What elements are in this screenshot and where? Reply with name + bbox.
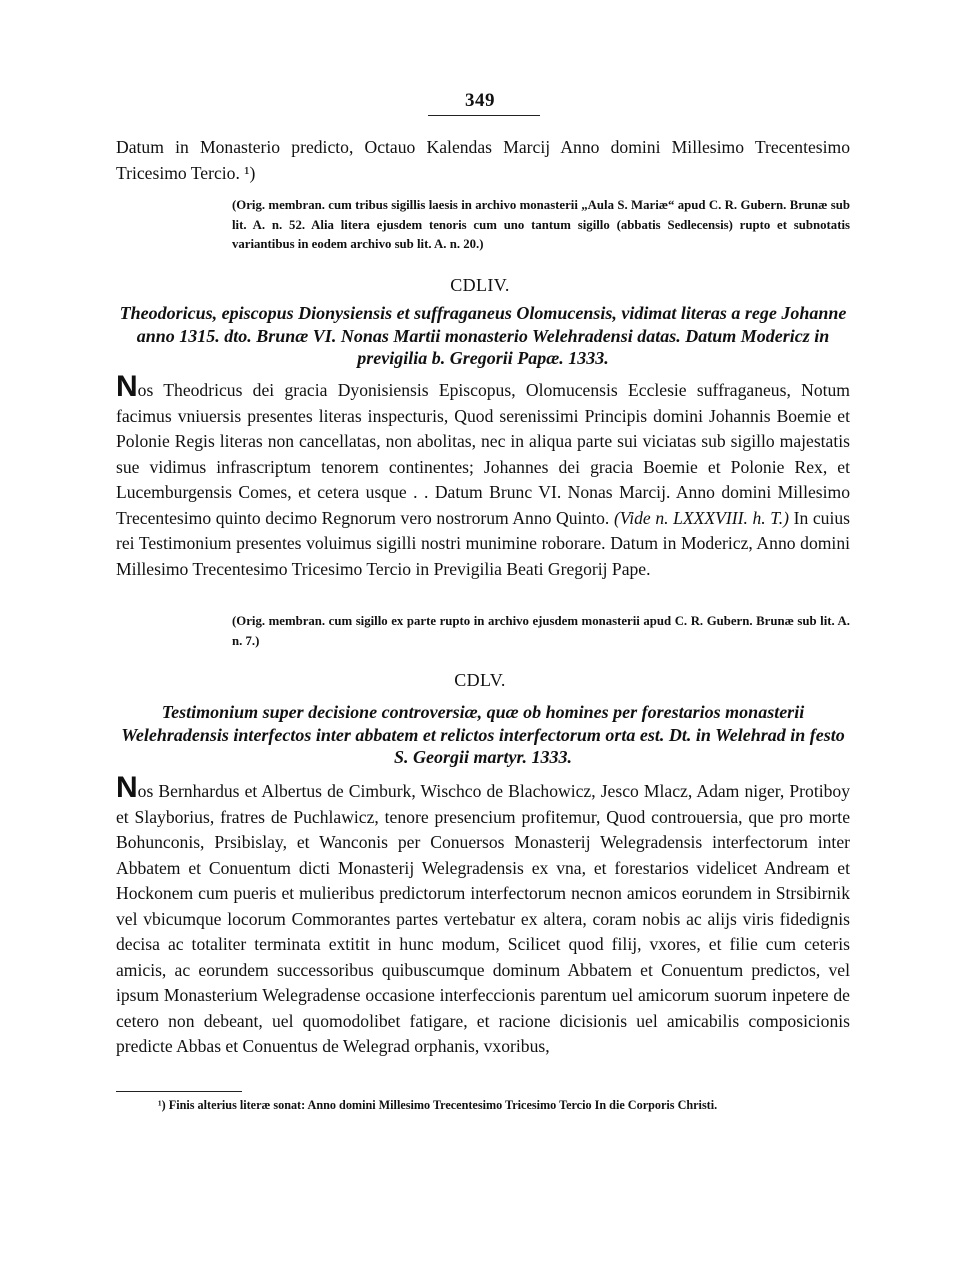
document-number-cdlv: CDLV. (454, 670, 506, 690)
cross-reference: (Vide n. LXXXVIII. h. T.) (613, 507, 789, 528)
top-paragraph (116, 135, 850, 186)
page-number-rule (428, 115, 540, 116)
document-number-cdliv: CDLIV. (450, 275, 510, 295)
document-rubric-cdliv: Theodoricus, episcopus Dionysiensis et suffraganeus Olomucensis, vidimat literas a rege Johanne anno 1315. dto. Brunæ VI. Nonas Martii monasterio Welehradensi datas. Datum Modericz in previgilia b. Gregorii Papæ. 1333. (119, 303, 847, 368)
footnote: ¹) Finis alterius literæ sonat: Anno domini Millesimo Trecentesimo Tricesimo Tercio In die Corporis Christi. (158, 1098, 718, 1112)
footnote-rule (116, 1091, 242, 1092)
body-text: os Bernhardus et Albertus de Cimburk, Wischco de Blachowicz, Jesco Mlacz, Adam niger, Protiboy et Slayborius, fratres de Puchlawicz, tenore presencium profitemur, Quod controuersia, que pro morte Bohunconis, Prsibislay, et Wanconis per Conuersos Monasterij Welegradensis interfectorum inter Abbatem et Conuentum dicti Monasterij Welegradensis ex vna, et forestarios videlicet Andream et Hockonem cum pueris et mulieribus predictorum interfectorum necnon amicos eorundem in Strsibirnik vel vbicumque locorum Commorantes partes vertebatur ex altera, coram nobis ac alijs viris fidedignis decisa ac totaliter terminata extitit in hunc modum, Scilicet quod filij, vxores, et filie cum ceteris amicis, ac eorundem successoribus quibuscumque dominum Abbatem et Conuentum predictos, vel ipsum Monasterium Welegradense occasione interfeccionis parentum uel amicorum suorum inpetere de cetero non debeant, uel quomodolibet fatigare, et racione dicisionis uel amicabilis composicionis predicte Abbas et Conuentus de Welegrad orphanis, vxoribus, (116, 781, 850, 1056)
body-text-part-2: In cuius rei Testimonium presentes voluimus sigilli nostri munimine roborare. Datum in Modericz, Anno domini Millesimo Trecentesimo Tricesimo Tercio in Previgilia Beati Gregorij Pape. (116, 507, 851, 579)
initial-letter: N (116, 771, 138, 804)
archive-note-2: (Orig. membran. cum sigillo ex parte rupto in archivo ejusdem monasterii apud C. R. Gubern. Brunæ sub lit. A. n. 7.) (232, 614, 850, 648)
archive-note-1: (Orig. membran. cum tribus sigillis laesis in archivo monasterii „Aula S. Mariæ“ apud C. R. Gubern. Brunæ sub lit. A. n. 52. Alia litera ejusdem tenoris cum uno tantum sigillo (abbatis Sedlecensis) rupto et subnotatis variantibus in eodem archivo sub lit. A. n. 20.) (232, 198, 850, 252)
document-body-cdlv (116, 771, 850, 1060)
page-number: 349 (465, 90, 495, 111)
initial-letter: N (116, 370, 138, 403)
document-body-cdliv (116, 370, 851, 582)
top-paragraph-text: Datum in Monasterio predicto, Octauo Kalendas Marcij Anno domini Millesimo Trecentesimo Tricesimo Tercio. (116, 137, 850, 183)
footnote-marker: ¹) (244, 162, 256, 183)
document-rubric-cdlv: Testimonium super decisione controversiæ, quæ ob homines per forestarios monasterii Welehradensis interfectos inter abbatem et relictos interfectorum orta est. Dt. in Welehrad in festo S. Georgii martyr. 1333. (121, 702, 845, 767)
body-text-part-1: os Theodricus dei gracia Dyonisiensis Episcopus, Olomucensis Ecclesie suffraganeus, Notum facimus vniuersis presentes literas inspecturis, Quod serenissimi Principis domini Johannis Boemie et Polonie Regis literas non cancellatas, non abolitas, nec in aliqua parte sui viciatas sub sigillo majestatis sue vidimus infrascriptum tenorem continentes; Johannes dei gracia Boemie et Polonie Rex, et Lucemburgensis Comes, et cetera usque . . Datum Brunc VI. Nonas Marcij. Anno domini Millesimo Trecentesimo quinto decimo Regnorum vero nostrorum Anno Quinto. (116, 380, 850, 528)
